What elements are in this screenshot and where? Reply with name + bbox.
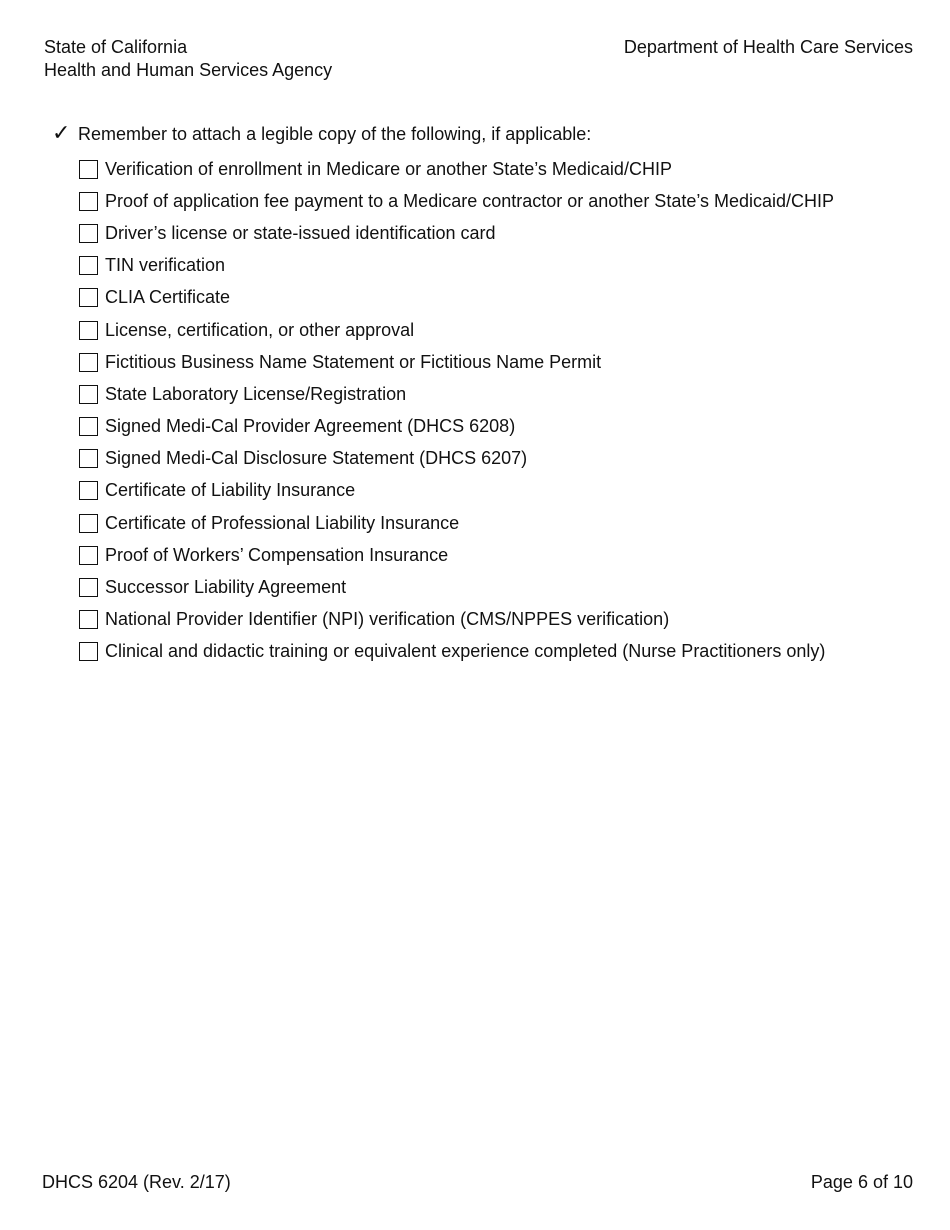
agency-header <box>44 36 332 82</box>
checkbox[interactable] <box>79 642 98 661</box>
checklist-item-label: National Provider Identifier (NPI) verification (CMS/NPPES verification) <box>105 609 670 630</box>
checklist-item <box>79 507 834 539</box>
checklist-item-label: TIN verification <box>105 255 226 276</box>
checklist-item <box>79 443 834 475</box>
checkbox[interactable] <box>79 288 98 307</box>
checkbox[interactable] <box>79 256 98 275</box>
checkbox[interactable] <box>79 321 98 340</box>
department-name: Department of Health Care Services <box>623 37 913 57</box>
checklist-item <box>79 346 834 378</box>
checkbox[interactable] <box>79 224 98 243</box>
checklist-item-label: Fictitious Business Name Statement or Fictitious Name Permit <box>105 351 602 372</box>
checklist-item <box>79 604 834 636</box>
checklist-item <box>79 314 834 346</box>
state-name: State of California <box>44 37 188 57</box>
checklist-item-label: Clinical and didactic training or equivalent experience completed (Nurse Practitioners only) <box>105 641 826 662</box>
checklist-item-label: License, certification, or other approval <box>105 319 415 340</box>
form-identifier: DHCS 6204 (Rev. 2/17) <box>42 1172 231 1192</box>
checkbox[interactable] <box>79 417 98 436</box>
attachment-checklist <box>79 153 834 668</box>
checkbox[interactable] <box>79 610 98 629</box>
checklist-item <box>79 282 834 314</box>
agency-name: Health and Human Services Agency <box>44 60 333 80</box>
checkbox[interactable] <box>79 514 98 533</box>
checklist-item-label: Certificate of Professional Liability Insurance <box>105 512 460 533</box>
attachment-reminder <box>52 122 591 146</box>
checkbox[interactable] <box>79 481 98 500</box>
checkbox[interactable] <box>79 353 98 372</box>
checklist-item-label: State Laboratory License/Registration <box>105 383 407 404</box>
checklist-item-label: Signed Medi-Cal Disclosure Statement (DHCS 6207) <box>105 448 528 469</box>
checklist-item <box>79 217 834 249</box>
checklist-item-label: Signed Medi-Cal Provider Agreement (DHCS 6208) <box>105 416 516 437</box>
checkmark-icon: ✓ <box>52 121 71 146</box>
checklist-item <box>79 571 834 603</box>
checklist-item-label: CLIA Certificate <box>105 287 231 308</box>
checklist-item <box>79 475 834 507</box>
checklist-item <box>79 185 834 217</box>
checklist-item <box>79 378 834 410</box>
checkbox[interactable] <box>79 160 98 179</box>
checklist-item-label: Driver’s license or state-issued identification card <box>105 222 496 243</box>
checklist-item <box>79 153 834 185</box>
checkbox[interactable] <box>79 546 98 565</box>
checkbox[interactable] <box>79 385 98 404</box>
reminder-text: Remember to attach a legible copy of the following, if applicable: <box>78 124 592 144</box>
checklist-item-label: Verification of enrollment in Medicare or another State’s Medicaid/CHIP <box>105 158 672 179</box>
checklist-item <box>79 250 834 282</box>
checklist-item <box>79 539 834 571</box>
checkbox[interactable] <box>79 578 98 597</box>
checklist-item-label: Successor Liability Agreement <box>105 577 347 598</box>
checkbox[interactable] <box>79 192 98 211</box>
page-number: Page 6 of 10 <box>810 1172 913 1192</box>
checkbox[interactable] <box>79 449 98 468</box>
checklist-item-label: Proof of Workers’ Compensation Insurance <box>105 544 449 565</box>
checklist-item-label: Certificate of Liability Insurance <box>105 480 356 501</box>
checklist-item-label: Proof of application fee payment to a Medicare contractor or another State’s Medicaid/CHIP <box>105 190 835 211</box>
checklist-item <box>79 411 834 443</box>
checklist-item <box>79 636 834 668</box>
